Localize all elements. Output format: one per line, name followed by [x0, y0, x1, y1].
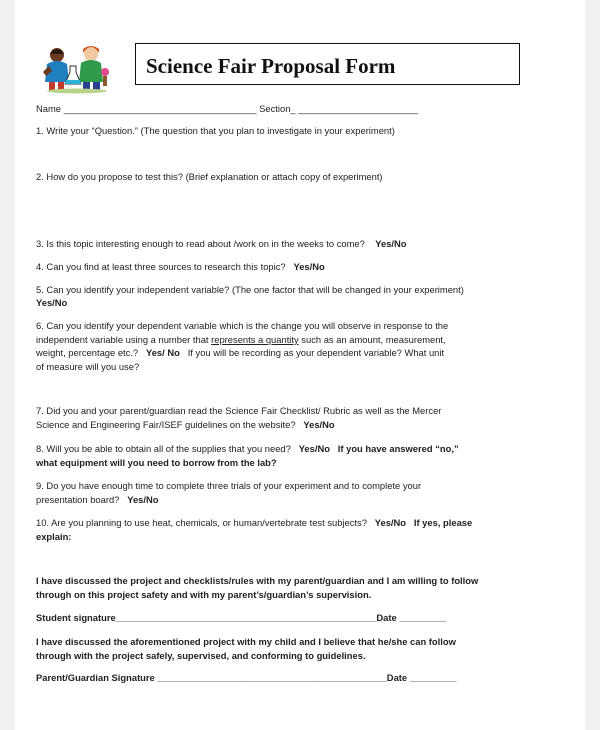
question-4-answer: Yes/No — [293, 261, 325, 272]
question-8-followup: If you have answered “no,” — [337, 443, 459, 454]
question-8-answer: Yes/No — [298, 443, 330, 454]
page-title: Science Fair Proposal Form — [146, 54, 396, 78]
question-4-text: 4. Can you find at least three sources to research this topic? — [36, 261, 286, 272]
question-9-answer: Yes/No — [127, 494, 159, 505]
title-box — [135, 43, 520, 85]
student-signature-line[interactable]: Student signature__________________________________________________Date _________ — [36, 612, 447, 623]
question-5: 5. Can you identify your independent variable? (The one factor that will be changed in your experiment) — [36, 284, 464, 295]
students-science-clipart-icon — [39, 42, 117, 94]
question-6-line-3-rest: If you will be recording as your dependent variable? What unit — [187, 347, 445, 358]
question-7-answer: Yes/No — [303, 419, 335, 430]
question-1: 1. Write your “Question.” (The question that you plan to investigate in your experiment) — [36, 125, 395, 136]
question-7-line-1: 7. Did you and your parent/guardian read the Science Fair Checklist/ Rubric as well as the Mercer — [36, 405, 442, 416]
question-4 — [36, 261, 325, 273]
question-2: 2. How do you propose to test this? (Brief explanation or attach copy of experiment) — [36, 171, 383, 182]
question-8-text: 8. Will you be able to obtain all of the supplies that you need? — [36, 443, 291, 454]
question-6-line-2-rest: such as an amount, measurement, — [298, 334, 446, 345]
question-6-line-2-text: independent variable using a number that — [36, 334, 212, 345]
parent-signature-line[interactable]: Parent/Guardian Signature ____________________________________________Date _________ — [36, 672, 457, 683]
question-10-line-2: explain: — [36, 531, 72, 542]
question-5-answer: Yes/No — [36, 297, 68, 308]
question-9-line-2 — [36, 494, 159, 506]
name-section-line: Name _____________________________________ Section_ _______________________ — [36, 103, 419, 114]
form-page — [15, 0, 585, 730]
student-statement-line-2: through on this project safety and with my parent’s/guardian’s supervision. — [36, 589, 372, 600]
question-3-text: 3. Is this topic interesting enough to read about /work on in the weeks to come? — [36, 238, 365, 249]
parent-statement-line-2: through with the project safely, supervised, and conforming to guidelines. — [36, 650, 366, 661]
question-9-line-1: 9. Do you have enough time to complete three trials of your experiment and to complete your — [36, 480, 422, 491]
parent-statement-line-1: I have discussed the aforementioned project with my child and I believe that he/she can follow — [36, 636, 456, 647]
question-6-line-1: 6. Can you identify your dependent variable which is the change you will observe in response to the — [36, 320, 449, 331]
question-6-line-4: of measure will you use? — [36, 361, 140, 372]
question-10-line-1 — [36, 517, 472, 529]
question-6-line-3-text: weight, percentage etc.? — [36, 347, 139, 358]
student-statement-line-1: I have discussed the project and checklists/rules with my parent/guardian and I am willing to follow — [36, 575, 479, 586]
question-8-line-1 — [36, 443, 459, 455]
quantity-underlined: represents a quantity — [211, 334, 299, 345]
question-6-answer: Yes/ No — [145, 347, 180, 358]
question-3 — [36, 238, 407, 250]
question-10-answer: Yes/No — [374, 517, 407, 528]
question-7-line-2-text: Science and Engineering Fair/ISEF guidelines on the website? — [36, 419, 296, 430]
question-3-answer: Yes/No — [375, 238, 407, 249]
question-9-text: presentation board? — [36, 494, 120, 505]
question-8-line-2: what equipment will you need to borrow from the lab? — [36, 457, 277, 468]
question-6-line-3 — [36, 347, 444, 359]
question-7-line-2 — [36, 419, 335, 431]
question-10-followup: If yes, please — [413, 517, 473, 528]
question-6-line-2 — [36, 334, 446, 346]
question-10-text: 10. Are you planning to use heat, chemicals, or human/vertebrate test subjects? — [36, 517, 367, 528]
